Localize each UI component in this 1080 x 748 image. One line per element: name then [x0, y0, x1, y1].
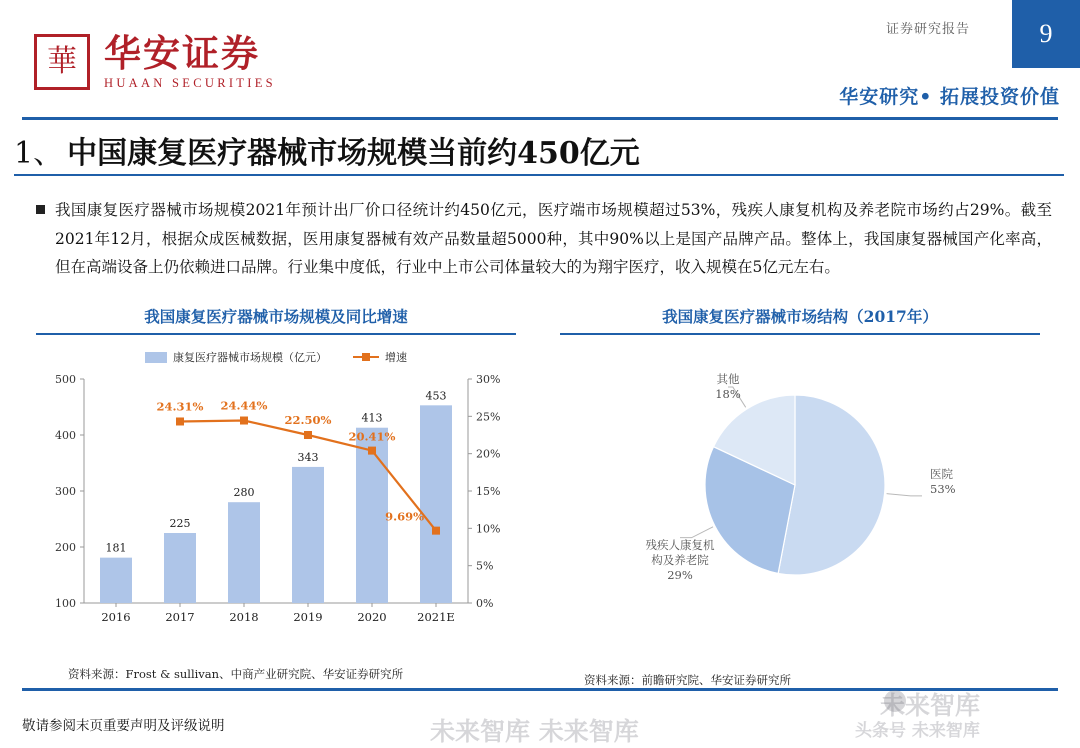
svg-text:0%: 0% — [476, 597, 494, 610]
pie-chart — [560, 335, 1040, 665]
report-label: 证券研究报告 — [885, 21, 970, 36]
svg-text:2018: 2018 — [229, 610, 259, 624]
svg-text:25%: 25% — [476, 410, 501, 424]
footer-divider — [22, 688, 1058, 691]
legend-item-bar — [145, 349, 327, 365]
header-slogan: 华安研究• 拓展投资价值 — [839, 86, 1060, 108]
page-header — [0, 0, 1080, 118]
page-number-badge: 9 — [1012, 0, 1080, 68]
logo-english-name: HUAAN SECURITIES — [104, 75, 276, 90]
svg-text:400: 400 — [55, 429, 76, 442]
page-title-number: 1、 — [14, 136, 64, 171]
company-logo — [34, 31, 276, 91]
svg-text:医院: 医院 — [930, 467, 953, 481]
svg-text:453: 453 — [425, 389, 447, 403]
svg-text:280: 280 — [233, 486, 255, 500]
right-chart-source: 资料来源：前瞻研究院、华安证券研究所 — [584, 673, 791, 687]
svg-text:10%: 10% — [476, 522, 501, 536]
svg-text:9.69%: 9.69% — [385, 509, 424, 524]
body-bullet — [36, 196, 1052, 282]
logo-seal-glyph: 華 — [47, 44, 77, 80]
svg-text:500: 500 — [55, 373, 76, 386]
logo-chinese-name: 华安证券 — [104, 31, 260, 75]
legend-label-line: 增速 — [385, 351, 407, 364]
svg-text:29%: 29% — [667, 568, 693, 582]
watermark-brand-1: 未来智库 — [880, 691, 981, 720]
svg-text:24.44%: 24.44% — [220, 398, 268, 413]
svg-text:343: 343 — [297, 450, 319, 464]
svg-text:22.50%: 22.50% — [284, 413, 332, 427]
watermark-brand-2: 头条号 未来智库 — [855, 721, 980, 741]
watermark-circle-icon — [884, 690, 906, 712]
svg-text:其他: 其他 — [716, 372, 740, 386]
legend-label-bar: 康复医疗器械市场规模（亿元） — [173, 351, 327, 364]
svg-text:413: 413 — [361, 411, 383, 425]
svg-text:15%: 15% — [476, 485, 501, 498]
left-chart-title-divider — [36, 333, 516, 335]
legend-swatch-line — [353, 356, 379, 358]
legend-item-line — [353, 349, 407, 365]
svg-text:24.31%: 24.31% — [156, 399, 204, 414]
legend-swatch-bar — [145, 352, 167, 363]
bullet-square-icon — [36, 205, 45, 214]
svg-text:5%: 5% — [476, 559, 494, 573]
svg-text:2017: 2017 — [165, 610, 195, 624]
svg-text:20%: 20% — [476, 447, 501, 461]
left-chart-title: 我国康复医疗器械市场规模及同比增速 — [144, 307, 408, 326]
svg-text:2016: 2016 — [101, 610, 131, 624]
svg-text:18%: 18% — [715, 387, 741, 401]
watermark-brand-3: 未来智库 未来智库 — [430, 717, 639, 746]
right-chart-title: 我国康复医疗器械市场结构（2017年） — [662, 307, 938, 326]
body-paragraph: 我国康复医疗器械市场规模2021年预计出厂价口径统计约450亿元，医疗端市场规模超过53%，残疾人康复机构及养老院市场约占29%。截至2021年12月，根据众成医械数据，医用康复器械有效产品数量超5000种，其中90%以上是国产品牌产品。整体上，我国康复器械国产化率高，但在高端设备上仍依赖进口品牌。行业集中度低，行业中上市公司体量较大的为翔宇医疗，收入规模在5亿元左右。 — [55, 201, 1053, 277]
svg-text:2021E: 2021E — [417, 610, 455, 624]
logo-seal-icon — [34, 34, 90, 90]
svg-text:2019: 2019 — [293, 610, 323, 624]
left-chart-panel — [36, 305, 516, 682]
left-chart-legend — [36, 349, 516, 365]
svg-text:2020: 2020 — [357, 610, 387, 624]
svg-text:200: 200 — [55, 541, 76, 554]
right-chart-panel — [560, 305, 1040, 688]
page-title — [14, 128, 1064, 172]
bar-line-chart — [36, 365, 516, 655]
header-divider — [22, 117, 1058, 120]
title-divider — [14, 174, 1064, 176]
footer-note: 敬请参阅末页重要声明及评级说明 — [22, 718, 225, 734]
svg-text:构及养老院: 构及养老院 — [651, 553, 709, 567]
svg-text:53%: 53% — [930, 482, 956, 496]
page-title-text: 中国康复医疗器械市场规模当前约450亿元 — [67, 136, 640, 171]
svg-text:100: 100 — [55, 597, 76, 610]
svg-text:181: 181 — [105, 541, 127, 555]
svg-text:300: 300 — [55, 485, 76, 498]
svg-text:残疾人康复机: 残疾人康复机 — [645, 538, 715, 552]
svg-text:225: 225 — [169, 517, 191, 530]
left-chart-source: 资料来源：Frost & sullivan、中商产业研究院、华安证券研究所 — [68, 667, 404, 681]
svg-text:30%: 30% — [476, 373, 501, 386]
svg-text:20.41%: 20.41% — [348, 429, 396, 444]
